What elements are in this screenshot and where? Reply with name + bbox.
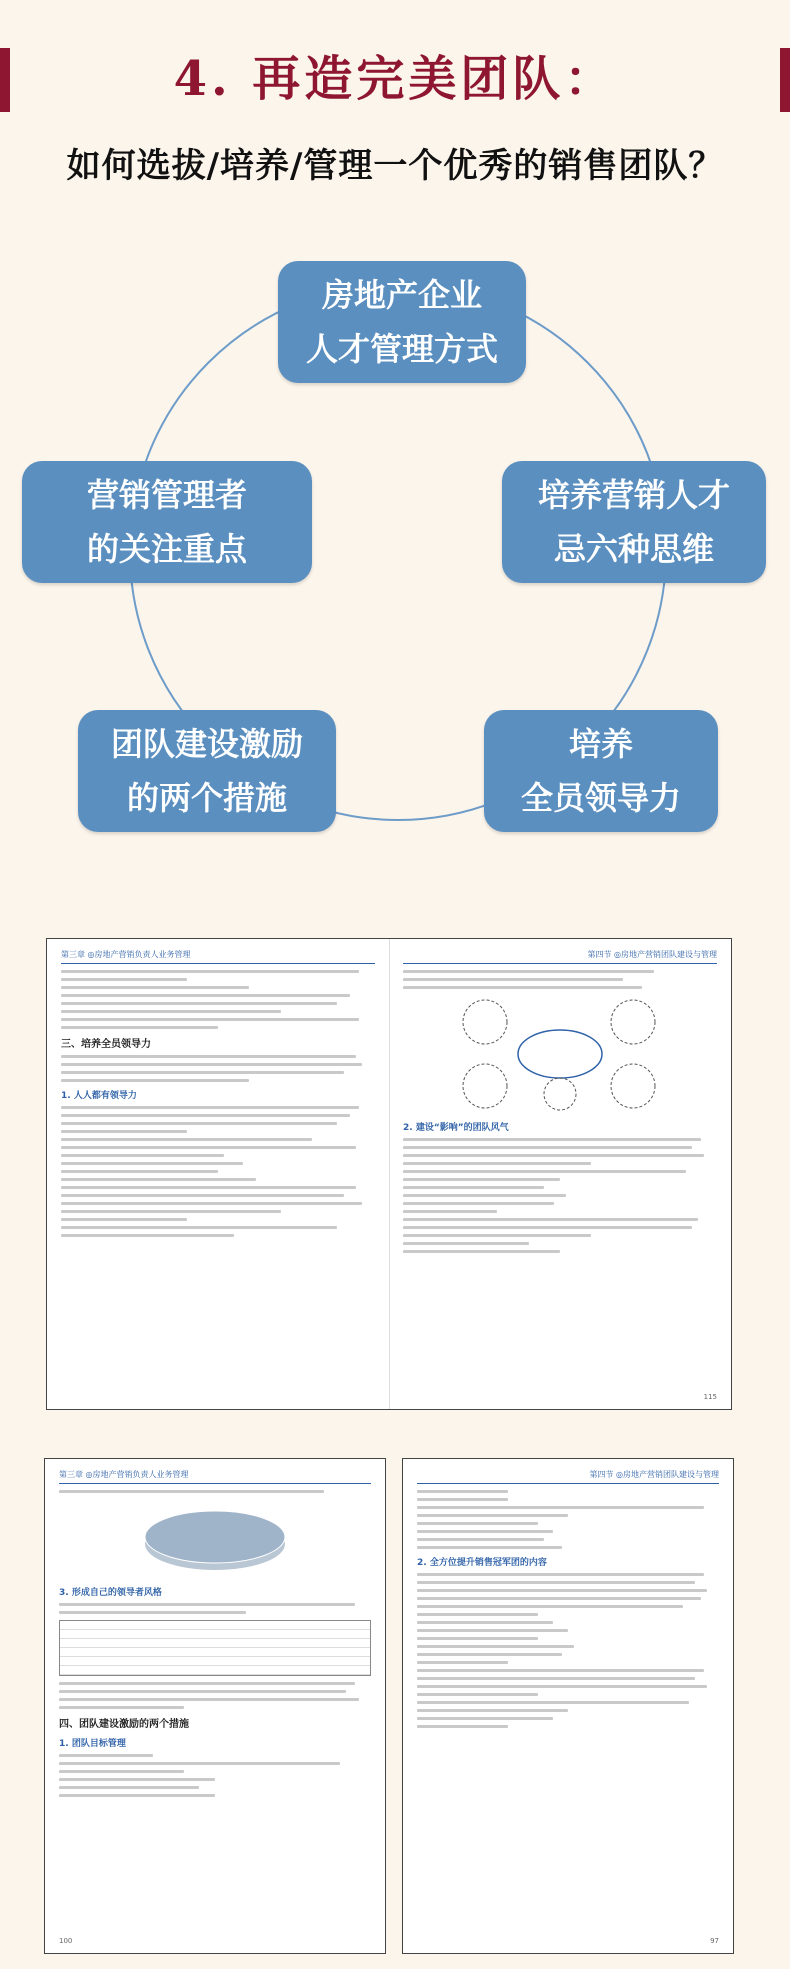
node-team-incentives [78, 710, 336, 832]
node-leadership [484, 710, 718, 832]
spread-page-number: 115 [703, 1393, 717, 1401]
page-right-header: 第四节 ◎房地产营销团队建设与管理 [417, 1469, 719, 1484]
node-talent-management-line1: 房地产企业 [321, 276, 482, 314]
node-team-incentives-line2: 的两个措施 [126, 779, 287, 817]
cycle-diagram [0, 0, 790, 900]
spread-section-heading: 三、培养全员领导力 [61, 1039, 151, 1050]
book-spread-image [46, 938, 732, 1410]
page-left-section-heading: 四、团队建设激励的两个措施 [59, 1719, 189, 1730]
node-talent-management-line2: 人才管理方式 [305, 330, 498, 368]
page-left-number: 100 [59, 1937, 73, 1945]
page-title: 4. 再造完美团队： [173, 51, 617, 107]
spread-left-header: 第三章 ◎房地产营销负责人业务管理 [61, 949, 375, 964]
spread-right-header: 第四节 ◎房地产营销团队建设与管理 [403, 949, 717, 964]
book-page-left-image [44, 1458, 386, 1954]
node-manager-focus-line2: 的关注重点 [86, 530, 247, 568]
spread-figure [405, 994, 715, 1114]
node-six-mindsets-line1: 培养营销人才 [537, 476, 730, 514]
node-leadership-line2: 全员领导力 [520, 779, 681, 817]
page-right-subheading: 2. 全方位提升销售冠军团的内容 [417, 1558, 547, 1568]
page-left-subheading: 3. 形成自己的领导者风格 [59, 1588, 162, 1598]
spread-subheading-1: 1. 人人都有领导力 [61, 1091, 137, 1101]
node-six-mindsets-line2: 忌六种思维 [553, 530, 714, 568]
page-subtitle: 如何选拔/培养/管理一个优秀的销售团队？ [66, 146, 724, 186]
node-manager-focus [22, 461, 312, 583]
node-six-mindsets [502, 461, 766, 583]
page-left-figure [60, 1499, 370, 1579]
node-leadership-line1: 培养 [568, 725, 633, 763]
node-manager-focus-line1: 营销管理者 [86, 476, 247, 514]
page-left-subheading-2: 1. 团队目标管理 [59, 1739, 126, 1749]
node-talent-management [278, 261, 526, 383]
node-team-incentives-line1: 团队建设激励 [110, 725, 303, 763]
spread-subheading-2: 2. 建设“影响”的团队风气 [403, 1123, 509, 1133]
page-right-number: 97 [710, 1937, 719, 1945]
book-page-right-image [402, 1458, 734, 1954]
page-left-header: 第三章 ◎房地产营销负责人业务管理 [59, 1469, 371, 1484]
